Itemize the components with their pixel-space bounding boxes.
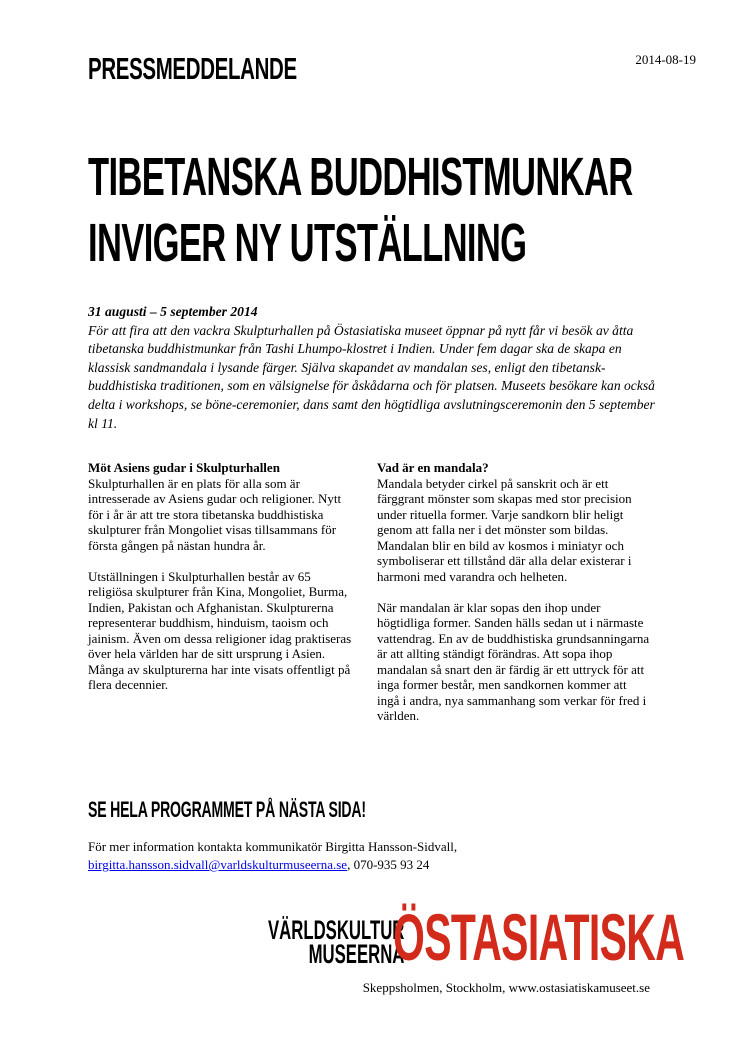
lead-paragraph (88, 303, 658, 433)
lead-text: För att fira att den vackra Skulpturhallen på Östasiatiska museet öppnar på nytt får vi besök av åtta tibetanska buddhistmunkar från Tashi Lhumpo-klostret i Indien. Under fem dagar ska de skapa en klassisk sandmandala i lysande färger. Själva skapandet av mandalan ses, enligt den tibetansk-buddhistiska traditionen, som en välsignelse för åskådarna och för platsen. Museets besökare kan också delta i workshops, se böne-ceremonier, dans samt den högtidliga avslutningsceremonin den 5 september kl 11. (88, 322, 655, 431)
logo-line-2: MUSEERNA (308, 939, 405, 969)
right-column-heading: Vad är en mandala? (377, 460, 489, 475)
right-column (377, 460, 652, 739)
left-column (88, 460, 358, 708)
contact-intro: För mer information kontakta kommunikatör Birgitta Hansson-Sidvall, (88, 839, 458, 854)
document-type-label: PRESSMEDDELANDE (88, 51, 297, 86)
footer-address: Skeppsholmen, Stockholm, www.ostasiatiskamuseet.se (362, 980, 650, 995)
ostasiatiska-logo: ÖSTASIATISKA (393, 900, 685, 974)
program-callout: SE HELA PROGRAMMET PÅ NÄSTA SIDA! (88, 797, 366, 822)
logo-line-1: VÄRLDSKULTUR (268, 915, 405, 945)
headline-line-1: TIBETANSKA BUDDHISTMUNKAR (88, 147, 633, 207)
left-column-paragraph: Utställningen i Skulpturhallen består av 65 religiösa skulpturer från Kina, Mongoliet, Burma, Indien, Pakistan och Afghanistan. Skulpturerna representerar buddhism, hinduism, taoism och jainism. Även om dessa religioner idag praktiseras över hela världen har de sitt ursprung i Asien. Många av skulpturerna har inte visats offentligt på flera decennier. (88, 568, 352, 692)
contact-info (88, 838, 608, 874)
right-column-paragraph: När mandalan är klar sopas den ihop under högtidliga former. Sanden hälls sedan ut i närmaste vattendrag. En av de buddhistiska grundsanningarna är att allting ständigt förändras. Att sopa ihop mandalan så snart den är färdig är ett uttryck för att inga former består, men sandkornen kommer att ingå i andra, nya sammanhang som verkar för fred i världen. (377, 599, 650, 723)
document-date: 2014-08-19 (635, 52, 696, 67)
event-date-range: 31 augusti – 5 september 2014 (88, 304, 258, 319)
contact-email-link[interactable]: birgitta.hansson.sidvall@varldskulturmuseerna.se (88, 857, 348, 872)
left-column-paragraph: Skulpturhallen är en plats för alla som är intresserade av Asiens gudar och religioner. Nytt för i år är att tre stora tibetanska buddhistiska skulpturer från Mongoliet visas tillsammans för första gången på nästan hundra år. (88, 475, 342, 553)
left-column-heading: Möt Asiens gudar i Skulpturhallen (88, 460, 280, 475)
contact-phone: , 070-935 93 24 (347, 857, 430, 872)
headline-line-2: INVIGER NY UTSTÄLLNING (88, 213, 527, 273)
varldskultur-museerna-logo (268, 915, 405, 969)
right-column-paragraph: Mandala betyder cirkel på sanskrit och är ett färggrant mönster som skapas med stor precision under rituella former. Varje sandkorn blir heligt genom att falla ner i det mönster som bildas. Mandalan blir en bild av kosmos i miniatyr och symboliserar ett tillstånd där alla delar existerar i harmoni med varandra och helheten. (377, 475, 632, 584)
